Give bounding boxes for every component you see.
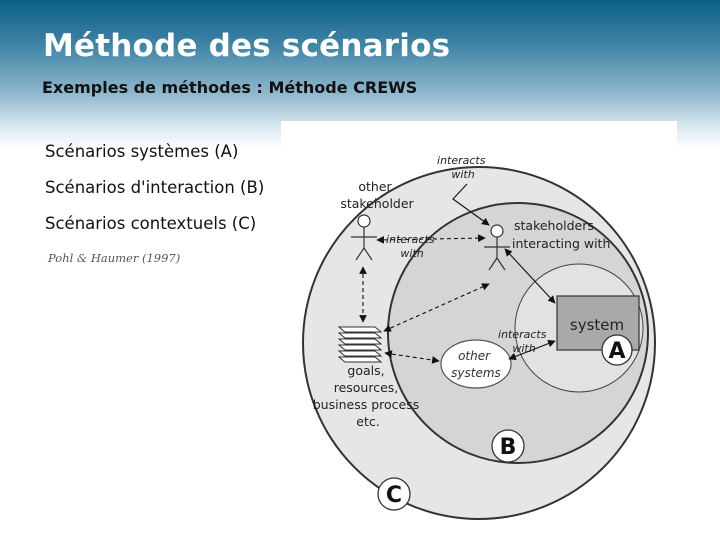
stakeholders-interacting-label: stakeholders interacting with xyxy=(512,218,611,251)
slide-subtitle: Exemples de méthodes : Méthode CREWS xyxy=(42,78,418,97)
bullet-system-scenarios: Scénarios systèmes (A) xyxy=(45,142,239,161)
system-label: system xyxy=(569,316,625,334)
region-b-label: B xyxy=(499,435,517,460)
interacts-with-top-label: interacts with xyxy=(437,154,486,181)
interacts-with-right-label: interacts with xyxy=(498,328,547,355)
documents-stack-icon xyxy=(339,327,381,362)
region-a-badge xyxy=(602,335,632,365)
crews-diagram xyxy=(281,121,677,521)
region-a-label: A xyxy=(608,339,626,364)
bullet-interaction-scenarios: Scénarios d'interaction (B) xyxy=(45,178,265,197)
bullet-context-scenarios: Scénarios contextuels (C) xyxy=(45,214,257,233)
slide-title: Méthode des scénarios xyxy=(43,28,451,64)
other-stakeholder-label: other stakeholder xyxy=(340,179,414,211)
region-c-label: C xyxy=(385,483,403,508)
other-systems-cloud xyxy=(441,340,511,388)
bullet-list xyxy=(45,140,264,248)
interacts-with-mid-label: interacts with xyxy=(386,233,435,260)
goals-resources-label: goals, resources, business process etc. xyxy=(312,363,420,429)
region-c-badge xyxy=(378,478,410,510)
citation: Pohl & Haumer (1997) xyxy=(48,251,181,265)
region-b-badge xyxy=(492,430,524,462)
other-systems-label: other systems xyxy=(451,349,501,380)
